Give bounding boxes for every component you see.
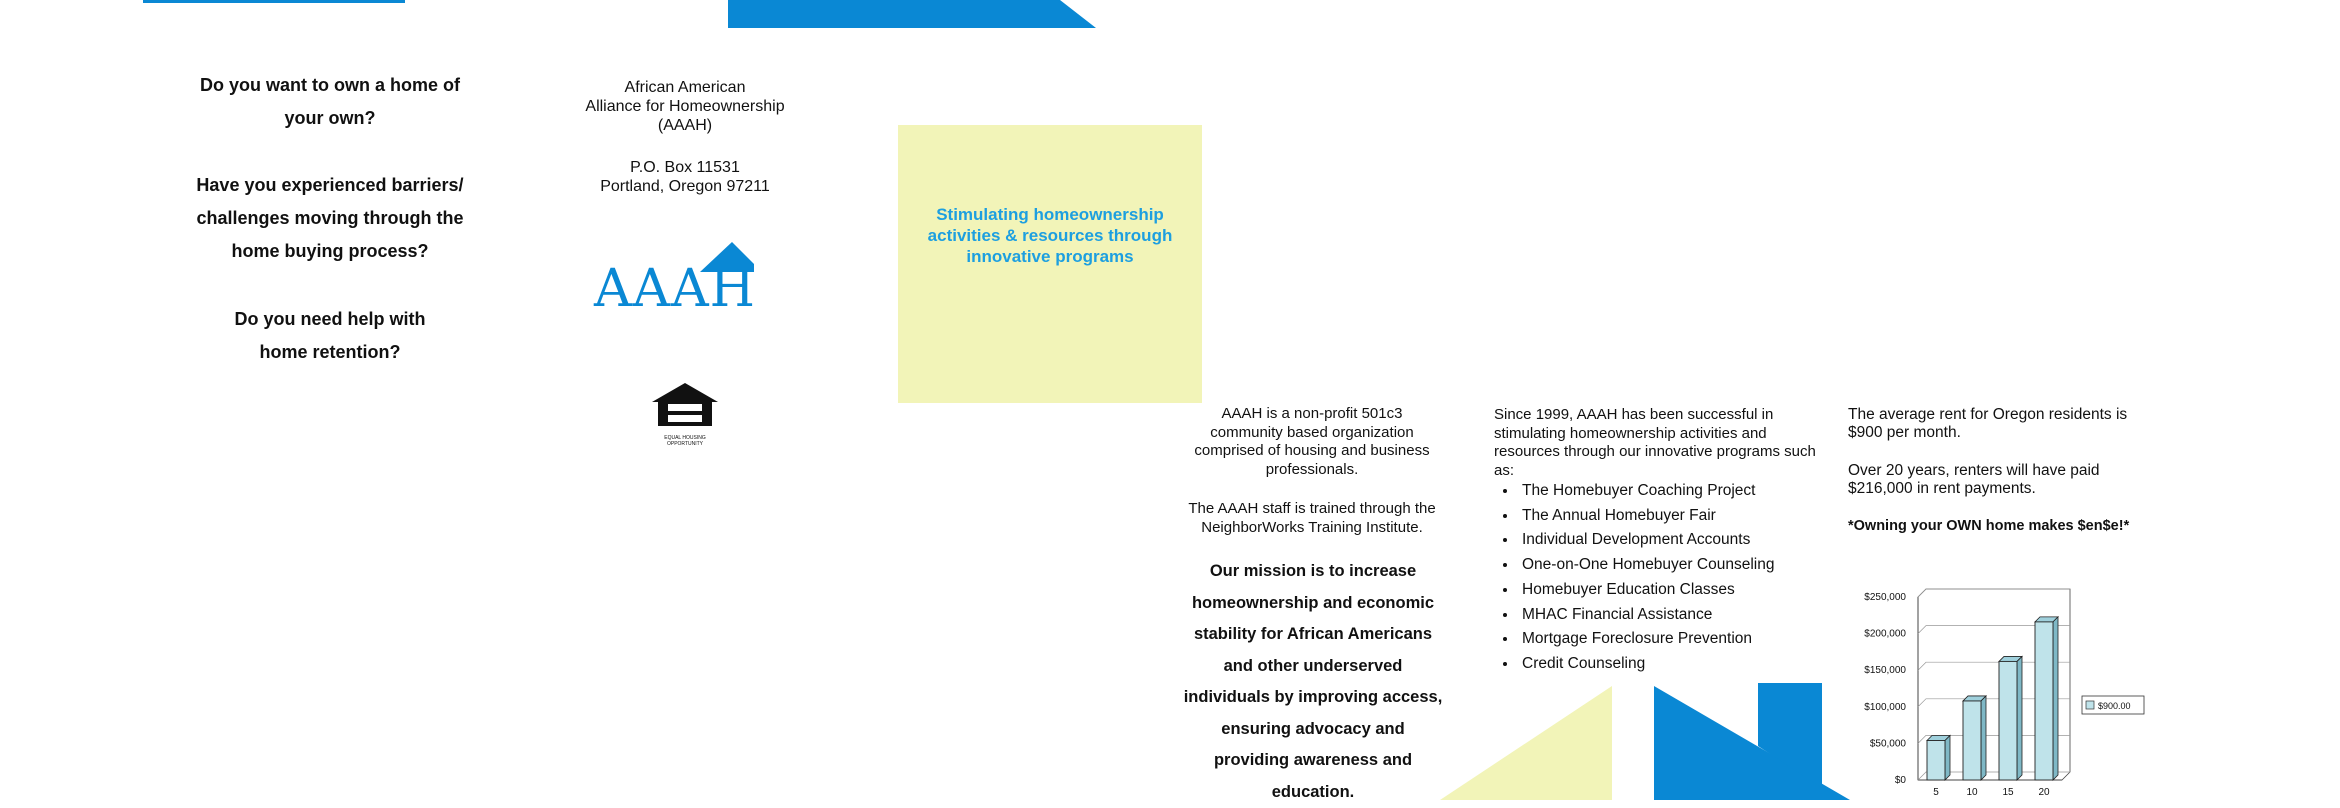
bar — [1999, 661, 2017, 780]
eho-caption-2: OPPORTUNITY — [666, 441, 704, 447]
y-tick-label: $200,000 — [1864, 628, 1906, 640]
list-item: • Homebuyer Education Classes — [1518, 578, 1848, 603]
y-tick-label: $0 — [1894, 775, 1906, 786]
y-tick-label: $250,000 — [1864, 592, 1906, 603]
owning-slogan: *Owning your OWN home makes $en$e!* — [1848, 518, 2130, 534]
org-line-1: African American — [624, 79, 746, 96]
programs-intro: Since 1999, AAAH has been successful in stimulating homeownership activities and resources through our innovative programs such as: — [1494, 406, 1816, 479]
tagline-text: Stimulating homeownership activities & resources through innovative programs — [927, 205, 1173, 266]
x-tick-label: 20 — [2038, 787, 2050, 798]
legend-swatch — [2086, 701, 2094, 709]
gridline — [1918, 589, 2070, 597]
bar — [1927, 740, 1945, 780]
bar — [2035, 622, 2053, 780]
yellow-triangle — [1440, 686, 1612, 800]
bar-side — [2017, 656, 2022, 780]
aaah-logo — [592, 242, 782, 320]
question-2: Have you experienced barriers/ challenges moving through the home buying process? — [196, 175, 464, 261]
about-text: AAAH is a non-profit 501c3 community based organization comprised of housing and business professionals. — [1194, 405, 1430, 478]
staff-training-text: The AAAH staff is trained through the NeighborWorks Training Institute. — [1188, 500, 1436, 536]
list-item: • One-on-One Homebuyer Counseling — [1518, 553, 1848, 578]
y-tick-label: $100,000 — [1864, 701, 1906, 713]
rent-bar-chart — [1840, 580, 2160, 800]
org-line-3: (AAAH) — [657, 117, 713, 134]
tagline-box — [898, 125, 1202, 403]
bar-side — [1945, 735, 1950, 780]
list-item: • The Annual Homebuyer Fair — [1518, 504, 1848, 529]
y-tick-label: $50,000 — [1869, 738, 1906, 750]
x-tick-label: 15 — [2002, 787, 2014, 798]
list-item: • Credit Counseling — [1518, 652, 1848, 677]
equal-housing-opportunity-icon — [648, 380, 722, 430]
eho-caption-1: EQUAL HOUSING — [664, 435, 706, 441]
mission-statement: Our mission is to increase homeownership and economic stability for African Americans and other underserved individuals by improving access, ensuring advocacy and providing awareness and education. — [1183, 562, 1443, 801]
list-item: • Individual Development Accounts — [1518, 528, 1848, 553]
list-item: • Mortgage Foreclosure Prevention — [1518, 627, 1848, 652]
x-tick-label: 10 — [1966, 787, 1978, 798]
bar-side — [1981, 696, 1986, 780]
logo-text: AAAH — [594, 259, 757, 319]
x-tick-label: 5 — [1933, 787, 1939, 798]
address-line-2: Portland, Oregon 97211 — [600, 178, 770, 195]
equal-housing-logo — [648, 380, 722, 454]
rent-fact-1: The average rent for Oregon residents is $900 per month. — [1848, 406, 2128, 441]
question-1: Do you want to own a home of your own? — [200, 75, 460, 128]
rent-fact-2: Over 20 years, renters will have paid $216,000 in rent payments. — [1848, 462, 2100, 497]
y-tick-label: $150,000 — [1864, 665, 1906, 677]
list-item: • MHAC Financial Assistance — [1518, 603, 1848, 628]
top-blue-banner — [728, 0, 1096, 28]
legend-label: $900.00 — [2098, 701, 2131, 711]
mailing-address — [560, 158, 810, 196]
bar-side — [2053, 617, 2058, 780]
programs-list — [1494, 479, 1848, 677]
question-3: Do you need help with home retention? — [234, 309, 426, 362]
top-left-bar — [143, 0, 405, 3]
org-name — [560, 78, 810, 135]
address-line-1: P.O. Box 11531 — [630, 159, 740, 176]
bar — [1963, 701, 1981, 780]
list-item: • The Homebuyer Coaching Project — [1518, 479, 1848, 504]
org-line-2: Alliance for Homeownership — [585, 98, 785, 115]
